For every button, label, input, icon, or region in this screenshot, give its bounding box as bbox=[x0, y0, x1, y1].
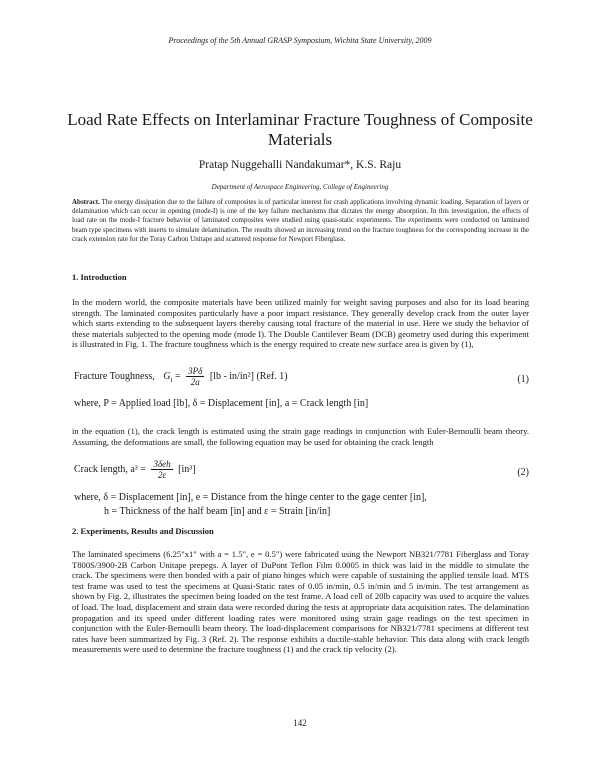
abstract-text: The energy dissipation due to the failure of composites is of particular interest for crash applications involving dynamic loading. Separation of layers or delamination which can occur in opening (mode-I) is one of the key failure mechanisms that dictates the energy absorption. In this investigation, the effects of load rate on the mode-I fracture behavior of laminated composites were studied using quasi-static experiments. The experiments were conducted on laminated beam type specimens with inserts to simulate delamination. The results showed an increasing trend on the fracture toughness for the corresponding increase in the crack extension rate for the Toray Carbon Unitape and scattered response for Newport Fiberglass. bbox=[72, 198, 529, 243]
paper-title: Load Rate Effects on Interlaminar Fracture Toughness of Composite Materials bbox=[67, 110, 533, 149]
eq1-denominator: 2a bbox=[190, 377, 200, 387]
eq2-number: (2) bbox=[517, 467, 529, 478]
equation-2 bbox=[74, 459, 529, 480]
eq2-where-line-1: where, δ = Displacement [in], e = Distance from the hinge center to the gage center [in], bbox=[74, 492, 427, 503]
eq1-where: where, P = Applied load [lb], δ = Displacement [in], a = Crack length [in] bbox=[74, 398, 369, 409]
abstract-label: Abstract. bbox=[72, 198, 100, 206]
section-heading-experiments: 2. Experiments, Results and Discussion bbox=[72, 526, 214, 536]
running-header: Proceedings of the 5th Annual GRASP Symposium, Wichita State University, 2009 bbox=[168, 36, 432, 45]
eq1-fraction bbox=[186, 366, 204, 387]
authors: Pratap Nuggehalli Nandakumar*, K.S. Raju bbox=[198, 159, 402, 171]
eq2-where-line-2: h = Thickness of the half beam [in] and ε = Strain [in/in] bbox=[104, 506, 331, 517]
equation-1: Fracture Toughness, $G_I$ = $\frac{3P\delta}{2a}$ [lb - in/in²] (Ref. 1) (1) bbox=[74, 366, 529, 387]
eq2-lhs: Crack length, a³ = bbox=[74, 463, 146, 475]
eq2-units: [in³] bbox=[178, 463, 196, 475]
eq1-variable: G bbox=[163, 370, 171, 382]
intro-paragraph-2: in the equation (1), the crack length is estimated using the strain gage readings in conjunction with Euler-Bernoulli beam theory. Assuming, the deformations are small, the following equation may be used for obtaining the crack length bbox=[72, 426, 529, 447]
experiments-paragraph: The laminated specimens (6.25"x1" with a = 1.5", e = 0.5") were fabricated using the Newport NB321/7781 Fiberglass and Toray T800S/3900-2B Carbon Unitape prepegs. A layer of DuPont Teflon Film 0.0005 in thick was laid in the middle to simulate the crack. The specimens were then bonded with a pair of piano hinges which were capable of sustaining the applied tensile load. MTS test frame was used to test the specimens at Quasi-Static rates of 0.05 in/min, 0.5 in/min and 5 in/min. The test arrangement as shown by Fig. 2, illustrates the specimen being loaded on the test frame. A load cell of 20lb capacity was used to acquire the values of load. The load, displacement and strain data were recorded during the tests at appropriate data acquisition rates. The delamination propagation and its speed under different loading rates were monitored using strain gage readings on the test specimen in conjunction with the Euler-Bernoulli beam theory. The load-displacement comparisons for NB321/7781 specimens at different test rates have been summarized by Fig. 3 (Ref. 2). The response exhibits a ductile-stable behavior. This data along with crack length measurements were used to determine the fracture toughness (1) and the crack tip velocity (2). bbox=[72, 549, 529, 655]
eq1-numerator: 3Pδ bbox=[188, 366, 203, 376]
page-number: 142 bbox=[293, 718, 307, 728]
abstract bbox=[72, 198, 529, 244]
eq2-numerator: 3δeh bbox=[153, 459, 171, 469]
intro-paragraph-1: In the modern world, the composite materials have been utilized mainly for weight saving purposes and also for its load bearing strength. The laminated composites particularly have a poor impact resistance. They generally develop crack from the outer layer which starts extending to the subsequent layers thereby causing total fracture of the material in use. Here we study the behavior of these materials subjected to the opening mode (mode I). The Double Cantilever Beam (DCB) geometry used during this experiment is illustrated in Fig. 1. The fracture toughness which is the energy required to create new surface area is given by (1), bbox=[72, 297, 529, 350]
eq1-number: (1) bbox=[517, 374, 529, 385]
eq1-lhs: Fracture Toughness, bbox=[74, 370, 155, 382]
eq2-denominator: 2ε bbox=[158, 470, 167, 480]
section-heading-introduction: 1. Introduction bbox=[72, 272, 127, 282]
eq2-fraction bbox=[151, 459, 172, 480]
affiliation: Department of Aerospace Engineering, College of Engineering bbox=[211, 183, 389, 191]
eq1-units: [lb - in/in²] (Ref. 1) bbox=[209, 370, 288, 382]
eq1-subscript: I bbox=[170, 377, 173, 384]
